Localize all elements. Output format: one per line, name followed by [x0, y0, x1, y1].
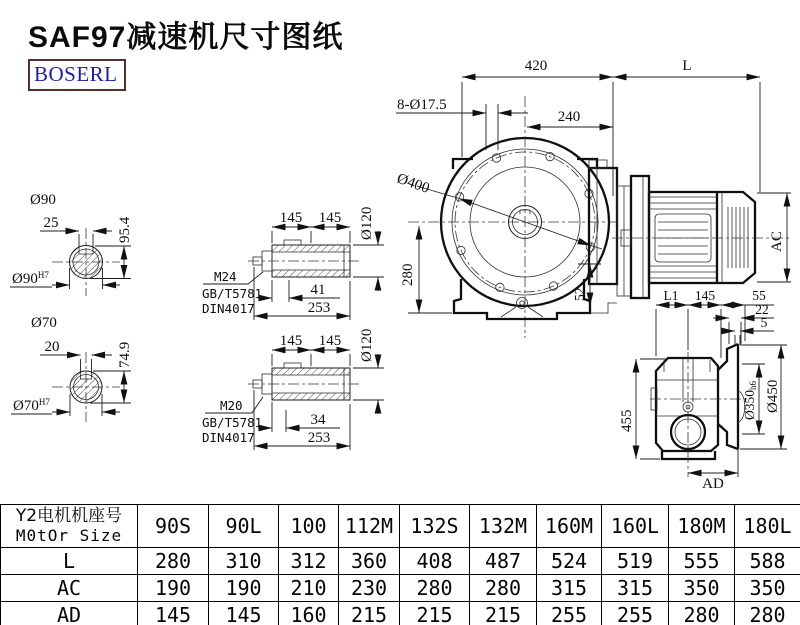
value-cell: 280: [669, 602, 735, 625]
value-cell: 350: [669, 575, 735, 602]
value-cell: 555: [669, 548, 735, 575]
dim-41-label: 41: [310, 282, 326, 298]
dim-AC-label: AC: [769, 231, 785, 252]
value-cell: 519: [602, 548, 669, 575]
std-din-label: DIN4017: [202, 301, 255, 316]
header-line2: M0tOr Size: [15, 525, 123, 545]
value-cell: 315: [537, 575, 602, 602]
col-header-180l: 180L: [735, 505, 800, 548]
value-cell: 145: [209, 602, 279, 625]
dim-95-4-label: 95.4: [117, 216, 133, 243]
col-header-112m: 112M: [339, 505, 400, 548]
col-header-100: 100: [279, 505, 339, 548]
value-cell: 280: [400, 575, 470, 602]
hollow-shaft-section-m24: [202, 207, 384, 320]
table-row-AD: [1, 602, 800, 625]
header-line1: Y2电机机座号: [15, 506, 123, 527]
dim-20-label: 20: [44, 339, 60, 355]
dia-90-h7-label: $Ø90^{H7}$: [12, 270, 49, 287]
col-header-160l: 160L: [602, 505, 669, 548]
table-row-L: [1, 548, 800, 575]
col-header-132s: 132S: [400, 505, 470, 548]
value-cell: 255: [602, 602, 669, 625]
dim-22-label: 22: [755, 302, 769, 317]
dim-L-label: L: [682, 58, 692, 74]
value-cell: 315: [602, 575, 669, 602]
value-cell: 160: [279, 602, 339, 625]
col-header-90s: 90S: [138, 505, 209, 548]
dim-52-label: 52: [572, 287, 587, 301]
value-cell: 310: [209, 548, 279, 575]
value-cell: 145: [138, 602, 209, 625]
value-cell: 350: [735, 575, 800, 602]
thread-m20-label: M20: [220, 398, 243, 413]
value-cell: 312: [279, 548, 339, 575]
value-cell: 215: [470, 602, 537, 625]
value-cell: 190: [138, 575, 209, 602]
output-side-view: [619, 288, 787, 492]
value-cell: 408: [400, 548, 470, 575]
dia-120-label: Ø120: [359, 206, 375, 240]
dim-145-label: 145: [318, 210, 342, 226]
value-cell: 190: [209, 575, 279, 602]
value-cell: 360: [339, 548, 400, 575]
dim-280-label: 280: [400, 263, 416, 286]
table-header-row: [1, 505, 800, 548]
page-title: SAF97减速机尺寸图纸: [28, 21, 344, 54]
dim-AD-label: AD: [702, 476, 724, 492]
value-cell: 487: [470, 548, 537, 575]
dia-120-label: Ø120: [359, 328, 375, 362]
col-header-180m: 180M: [669, 505, 735, 548]
dia-70-h7-label: $Ø70^{H7}$: [13, 397, 50, 414]
value-cell: 210: [279, 575, 339, 602]
dia-70-label: Ø70: [31, 315, 57, 331]
col-header-90l: 90L: [209, 505, 279, 548]
row-label-L: L: [1, 548, 138, 575]
dim-74-9-label: 74.9: [117, 341, 133, 368]
dim-455-label: 455: [619, 409, 635, 432]
value-cell: 255: [537, 602, 602, 625]
value-cell: 588: [735, 548, 800, 575]
dim-420-label: 420: [524, 58, 548, 74]
shaft-end-view-70: [11, 315, 133, 422]
value-cell: 215: [400, 602, 470, 625]
thread-m24-label: M24: [214, 269, 237, 284]
col-header-160m: 160M: [537, 505, 602, 548]
col-header-132m: 132M: [470, 505, 537, 548]
dia-90-label: Ø90: [30, 192, 56, 208]
motor-side-view: [612, 176, 792, 298]
dim-253-label: 253: [307, 430, 331, 446]
dim-145-label: 145: [318, 333, 342, 349]
boserl-logo-text: BOSERL: [34, 62, 118, 86]
dim-25-label: 25: [43, 215, 59, 231]
dim-145-label: 145: [279, 333, 303, 349]
value-cell: 215: [339, 602, 400, 625]
dim-34-label: 34: [310, 412, 326, 428]
value-cell: 280: [470, 575, 537, 602]
dim-5-label: 5: [760, 315, 768, 330]
flange-bolt-circle-label: Ø400: [394, 170, 432, 197]
row-label-AD: AD: [1, 602, 138, 625]
value-cell: 524: [537, 548, 602, 575]
motor-size-table: [0, 504, 800, 625]
value-cell: 280: [138, 548, 209, 575]
row-label-AC: AC: [1, 575, 138, 602]
dia-350h6-label: Ø350h6: [742, 381, 758, 420]
std-din-label: DIN4017: [202, 430, 255, 445]
value-cell: 280: [735, 602, 800, 625]
dim-145-label: 145: [694, 288, 716, 303]
holes-note-label: 8-Ø17.5: [397, 97, 447, 113]
std-gb-label: GB/T5781: [202, 286, 263, 301]
dim-145-label: 145: [279, 210, 303, 226]
std-gb-label: GB/T5781: [202, 415, 263, 430]
dim-L1-label: L1: [663, 288, 679, 303]
dim-240-label: 240: [557, 109, 581, 125]
shaft-end-view-90: [10, 192, 133, 296]
dim-55-label: 55: [752, 288, 766, 303]
dia-450-label: Ø450: [765, 379, 781, 413]
dim-253-label: 253: [307, 300, 331, 316]
value-cell: 230: [339, 575, 400, 602]
motor-size-header-cell: [1, 505, 138, 548]
table-row-AC: [1, 575, 800, 602]
hollow-shaft-section-m20: [202, 329, 384, 450]
